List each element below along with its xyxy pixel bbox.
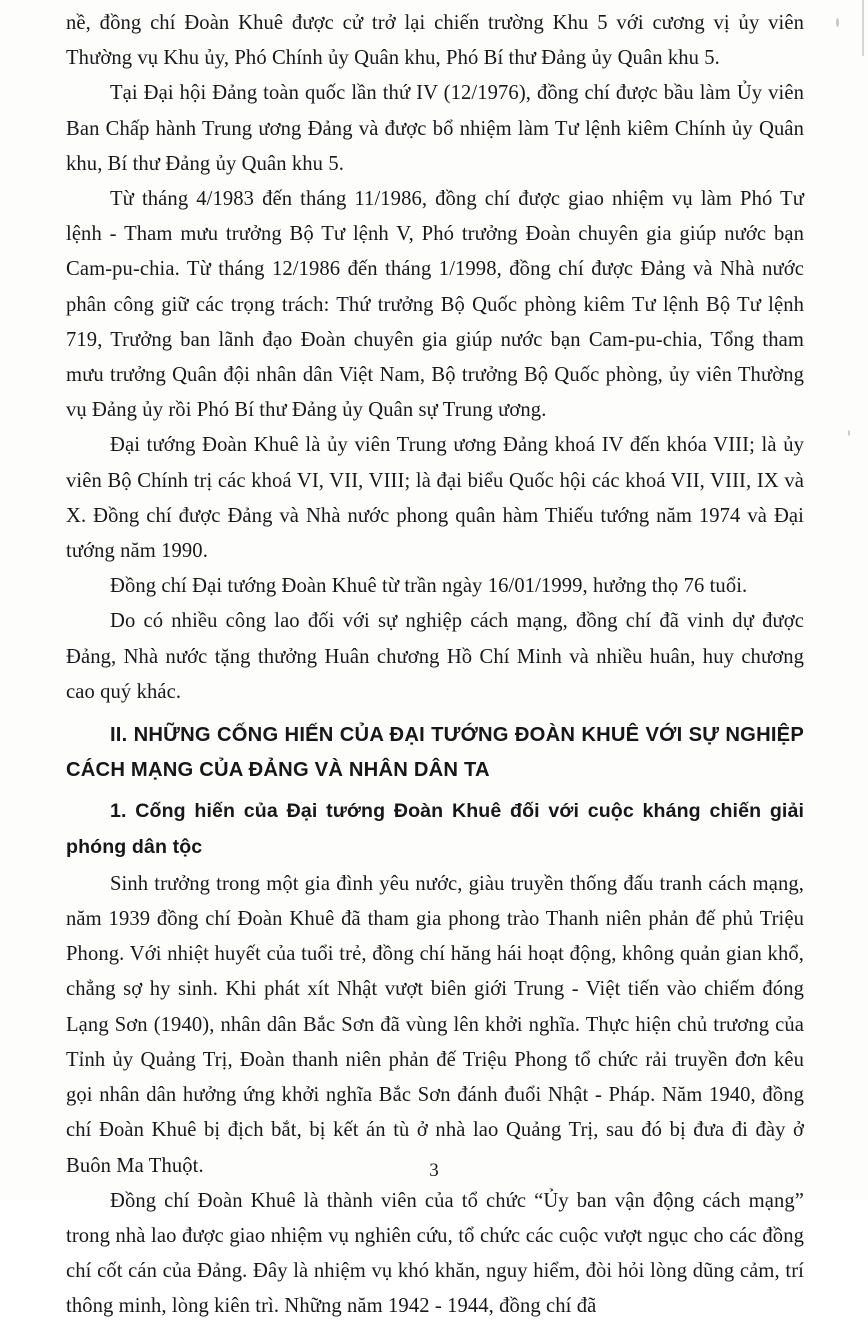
paragraph-5: Đồng chí Đại tướng Đoàn Khuê từ trần ngày 16/01/1999, hưởng thọ 76 tuổi. (110, 575, 748, 598)
paragraph-4: Đại tướng Đoàn Khuê là ủy viên Trung ương Đảng khoá IV đến khóa VIII; là ủy viên Bộ Chính trị các khoá VI, VII, VIII; là đại biểu Quốc hội các khoá VII, VIII, IX và X. Đồng chí được Đảng và Nhà nước phong quân hàm Thiếu tướng năm 1974 và Đại tướng năm 1990. (66, 434, 804, 563)
subsection-heading: 1. Cống hiến của Đại tướng Đoàn Khuê đối với cuộc kháng chiến giải phóng dân tộc (66, 800, 804, 858)
page-number: 3 (429, 1160, 439, 1181)
paragraph-7: Sinh trưởng trong một gia đình yêu nước, giàu truyền thống đấu tranh cách mạng, năm 1939 đồng chí Đoàn Khuê đã tham gia phong trào Thanh niên phản đế phủ Triệu Phong. Với nhiệt huyết của tuổi trẻ, đồng chí hăng hái hoạt động, không quản gian khổ, chẳng sợ hy sinh. Khi phát xít Nhật vượt biên giới Trung - Việt tiến vào chiếm đóng Lạng Sơn (1940), nhân dân Bắc Sơn đã vùng lên khởi nghĩa. Thực hiện chủ trương của Tỉnh ủy Quảng Trị, Đoàn thanh niên phản đế Triệu Phong tổ chức rải truyền đơn kêu gọi nhân dân hưởng ứng khởi nghĩa Bắc Sơn đánh đuổi Nhật - Pháp. Năm 1940, đồng chí Đoàn Khuê bị địch bắt, bị kết án tù ở nhà lao Quảng Trị, sau đó bị đưa đi đày ở Buôn Ma Thuột. (66, 872, 804, 1177)
scan-edge-mark (862, 0, 864, 56)
paragraph-1: nề, đồng chí Đoàn Khuê được cử trở lại chiến trường Khu 5 với cương vị ủy viên Thường vụ Khu ủy, Phó Chính ủy Quân khu, Phó Bí thư Đảng ủy Quân khu 5. (66, 12, 804, 70)
section-heading: II. NHỮNG CỐNG HIẾN CỦA ĐẠI TƯỚNG ĐOÀN KHUÊ VỚI SỰ NGHIỆP CÁCH MẠNG CỦA ĐẢNG VÀ NHÂN DÂN TA (66, 724, 804, 782)
page-content (66, 6, 804, 1325)
scan-speck (836, 18, 839, 27)
scan-speck (848, 430, 850, 436)
paragraph-3: Từ tháng 4/1983 đến tháng 11/1986, đồng chí được giao nhiệm vụ làm Phó Tư lệnh - Tham mưu trưởng Bộ Tư lệnh V, Phó trưởng Đoàn chuyên gia giúp nước bạn Cam-pu-chia. Từ tháng 12/1986 đến tháng 1/1998, đồng chí được Đảng và Nhà nước phân công giữ các trọng trách: Thứ trưởng Bộ Quốc phòng kiêm Tư lệnh Bộ Tư lệnh 719, Trưởng ban lãnh đạo Đoàn chuyên gia giúp nước bạn Cam-pu-chia, Tổng tham mưu trưởng Quân đội nhân dân Việt Nam, Bộ trưởng Bộ Quốc phòng, ủy viên Thường vụ Đảng ủy rồi Phó Bí thư Đảng ủy Quân sự Trung ương. (66, 188, 804, 422)
spacer (66, 710, 804, 714)
paragraph-6: Do có nhiều công lao đối với sự nghiệp cách mạng, đồng chí đã vinh dự được Đảng, Nhà nước tặng thưởng Huân chương Hồ Chí Minh và nhiều huân, huy chương cao quý khác. (66, 610, 804, 703)
paragraph-8: Đồng chí Đoàn Khuê là thành viên của tổ chức “Ủy ban vận động cách mạng” trong nhà lao được giao nhiệm vụ nghiên cứu, tổ chức các cuộc vượt ngục cho các đồng chí cốt cán của Đảng. Đây là nhiệm vụ khó khăn, nguy hiểm, đòi hỏi lòng dũng cảm, trí thông minh, lòng kiên trì. Những năm 1942 - 1944, đồng chí đã (66, 1189, 804, 1318)
paragraph-2: Tại Đại hội Đảng toàn quốc lần thứ IV (12/1976), đồng chí được bầu làm Ủy viên Ban Chấp hành Trung ương Đảng và được bổ nhiệm làm Tư lệnh kiêm Chính ủy Quân khu, Bí thư Đảng ủy Quân khu 5. (66, 82, 804, 175)
